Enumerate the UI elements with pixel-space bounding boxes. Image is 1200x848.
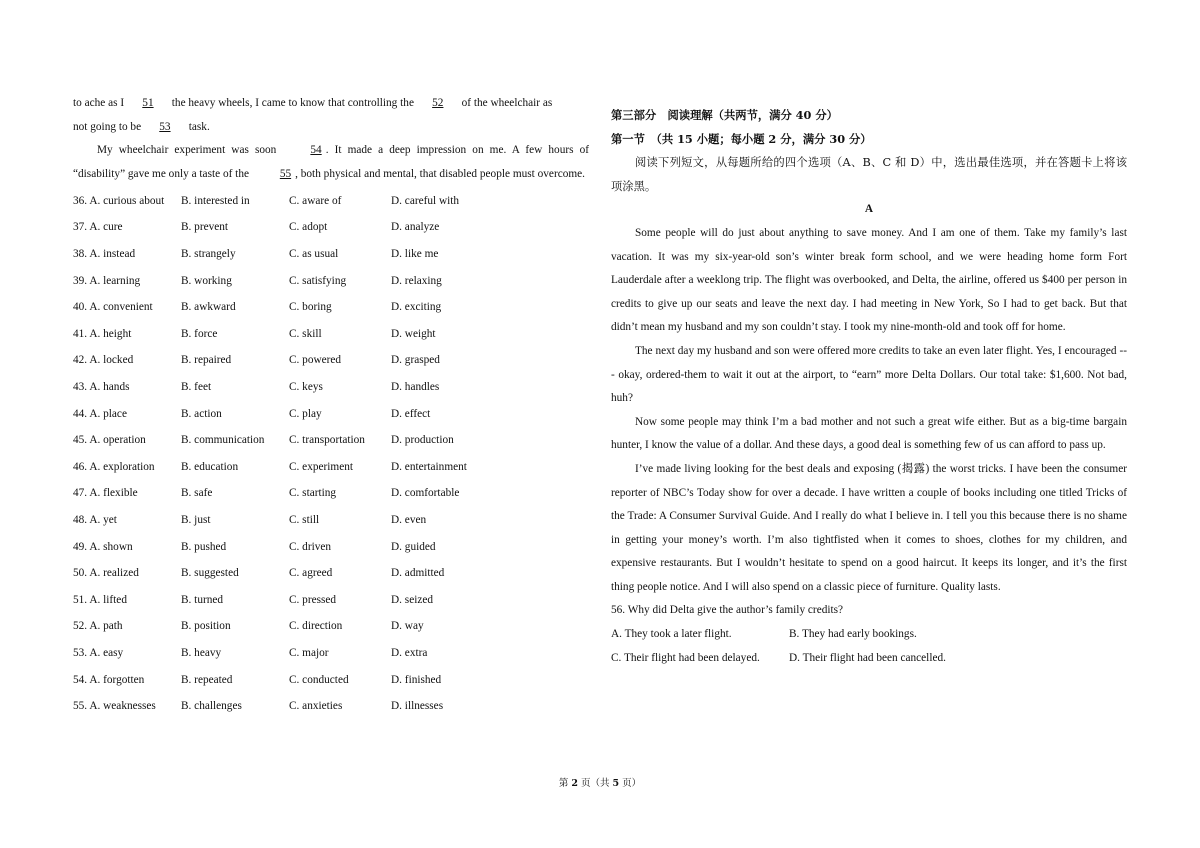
cloze-line: to ache as I 51 the heavy wheels, I came to know that controlling the 52 of the wheelchair as <box>73 92 589 116</box>
option-row <box>73 587 541 614</box>
option-c: C. starting <box>289 487 337 500</box>
option-a: 36. A. curious about <box>73 194 165 207</box>
option-c: C. experiment <box>289 460 353 473</box>
option-d: D. weight <box>391 327 436 340</box>
option-c: C. aware of <box>289 194 342 207</box>
option-c: C. as usual <box>289 248 339 261</box>
cloze-paragraph: My wheelchair experiment was soon 54 . It made a deep impression on me. A few hours of “disability” gave me only a taste of the 55 , both physical and mental, that disabled people must overcome. <box>73 139 589 186</box>
option-b: B. safe <box>181 487 213 500</box>
part-title: 第三部分 阅读理解（共两节，满分 40 分） <box>611 108 838 122</box>
cloze-options-table <box>73 188 541 720</box>
option-a: 37. A. cure <box>73 221 123 234</box>
option-c: C. powered <box>289 354 342 367</box>
option-row <box>73 454 541 481</box>
option-row <box>73 534 541 561</box>
option-d: D. illnesses <box>391 700 444 713</box>
option-a: 41. A. height <box>73 327 132 340</box>
choice-d: D. Their flight had been cancelled. <box>789 651 946 664</box>
option-b: B. force <box>181 327 218 340</box>
option-a: 55. A. weaknesses <box>73 700 156 713</box>
option-d: D. finished <box>391 673 442 686</box>
option-c: C. conducted <box>289 673 349 686</box>
option-row <box>73 321 541 348</box>
option-b: B. strangely <box>181 248 236 261</box>
option-a: 48. A. yet <box>73 514 117 526</box>
option-d: D. admitted <box>391 567 445 580</box>
passage-paragraph: I’ve made living looking for the best deals and exposing (揭露) the worst tricks. I have been the consumer reporter of NBC’s Today show for over a decade. I have written a couple of books including one titled Tricks of the Trade: A Consumer Survival Guide. And I really do what I believe in. I tell you this because there is no shame in getting your money’s worth. I’m also tightfisted when it comes to shoes, clothes for my children, and expensive restaurants. But I wouldn’t hesitate to spend on a good haircut. It keeps its longer, and it’s the first thing people notice. And I will also spend on a classic piece of furniture. Quality lasts. <box>611 462 1127 593</box>
page-total: 5 <box>612 778 620 789</box>
option-row <box>73 295 541 322</box>
option-c: C. adopt <box>289 221 328 234</box>
option-d: D. entertainment <box>391 460 467 473</box>
option-c: C. boring <box>289 301 332 314</box>
option-d: D. way <box>391 620 424 633</box>
option-row <box>73 640 541 667</box>
option-c: C. still <box>289 514 320 526</box>
option-c: C. play <box>289 407 322 420</box>
option-c: C. major <box>289 646 329 659</box>
passage-paragraph: The next day my husband and son were offered more credits to take an even later flight. Yes, I encouraged --- okay, ordered-them to wait it out at the airport, to “earn” more Delta Dollars. Our total take: $1,600. Not bad, huh? <box>611 344 1127 405</box>
option-a: 43. A. hands <box>73 381 130 394</box>
question-56: 56. Why did Delta give the author’s family credits? <box>611 604 844 617</box>
option-row <box>73 348 541 375</box>
option-c: C. pressed <box>289 593 337 606</box>
option-a: 39. A. learning <box>73 274 141 287</box>
section-title: 第一节 （共 15 小题；每小题 2 分，满分 30 分） <box>611 131 872 146</box>
passage-paragraph: Some people will do just about anything to save money. And I am one of them. Take my family’s last vacation. It was my six-year-old son’s winter break form school, and we were heading home form Fort Lauderdale after a weeklong trip. The flight was overbooked, and Delta, the airline, offered us $400 per person in credits to give up our seats and leave the next day. I had meeting in New York, So I had to get back. But that didn’t mean my husband and my son couldn’t stay. I took my nine-month-old and took off for home. <box>611 226 1127 334</box>
instruction: 阅读下列短文，从每题所给的四个选项（A、B、C 和 D）中，选出最佳选项，并在答题卡上将该项涂黑。 <box>611 156 1127 193</box>
option-d: D. careful with <box>391 194 460 207</box>
option-d: D. handles <box>391 381 440 394</box>
choice-c: C. Their flight had been delayed. <box>611 651 760 664</box>
option-b: B. feet <box>181 381 212 394</box>
option-c: C. direction <box>289 620 343 633</box>
option-d: D. like me <box>391 248 439 261</box>
option-row <box>73 375 541 402</box>
option-d: D. even <box>391 514 427 526</box>
option-d: D. effect <box>391 407 431 420</box>
option-b: B. turned <box>181 593 224 606</box>
option-d: D. comfortable <box>391 487 460 500</box>
cloze-line: not going to be 53 task. <box>73 116 589 140</box>
choice-a: A. They took a later flight. <box>611 628 732 641</box>
option-d: D. grasped <box>391 354 440 367</box>
question-choices <box>611 623 1127 647</box>
option-a: 49. A. shown <box>73 540 133 553</box>
option-d: D. relaxing <box>391 274 442 287</box>
option-c: C. transportation <box>289 434 365 447</box>
option-a: 51. A. lifted <box>73 593 127 606</box>
option-b: B. pushed <box>181 540 227 553</box>
option-a: 38. A. instead <box>73 248 136 261</box>
option-c: C. agreed <box>289 567 333 580</box>
option-row <box>73 268 541 295</box>
option-a: 50. A. realized <box>73 567 139 580</box>
page-number: 2 <box>571 778 578 789</box>
option-row <box>73 242 541 269</box>
option-b: B. working <box>181 274 232 287</box>
blank-52: 52 <box>432 97 444 109</box>
left-column <box>73 92 589 720</box>
option-c: C. skill <box>289 327 322 340</box>
option-row <box>73 508 541 535</box>
option-row <box>73 481 541 508</box>
option-b: B. challenges <box>181 700 242 713</box>
question-choices <box>611 647 1127 671</box>
option-b: B. awkward <box>181 301 236 314</box>
option-a: 52. A. path <box>73 620 123 633</box>
option-row <box>73 428 541 455</box>
option-a: 53. A. easy <box>73 646 124 659</box>
blank-53: 53 <box>159 120 171 133</box>
page-footer: 第 2 页（共 5 页） <box>558 778 642 789</box>
choice-b: B. They had early bookings. <box>789 628 917 641</box>
option-b: B. just <box>181 514 211 526</box>
option-a: 44. A. place <box>73 407 127 420</box>
option-b: B. action <box>181 407 222 420</box>
option-a: 42. A. locked <box>73 354 134 367</box>
option-c: C. driven <box>289 540 332 553</box>
option-a: 40. A. convenient <box>73 301 153 314</box>
option-row <box>73 215 541 242</box>
blank-55: 55 <box>279 167 292 180</box>
option-b: B. communication <box>181 434 265 447</box>
option-b: B. interested in <box>181 194 250 207</box>
option-d: D. guided <box>391 540 436 553</box>
option-row <box>73 694 541 721</box>
option-c: C. anxieties <box>289 700 343 713</box>
option-row <box>73 667 541 694</box>
option-b: B. prevent <box>181 221 229 234</box>
option-a: 47. A. flexible <box>73 487 138 500</box>
option-b: B. education <box>181 460 239 473</box>
option-d: D. analyze <box>391 221 440 234</box>
option-a: 54. A. forgotten <box>73 673 145 686</box>
option-row <box>73 401 541 428</box>
option-b: B. suggested <box>181 567 239 580</box>
option-d: D. production <box>391 434 454 447</box>
option-d: D. seized <box>391 593 434 606</box>
option-b: B. heavy <box>181 646 222 659</box>
option-row <box>73 561 541 588</box>
option-c: C. keys <box>289 381 323 394</box>
option-b: B. repaired <box>181 354 232 367</box>
option-d: D. exciting <box>391 301 442 314</box>
option-a: 45. A. operation <box>73 434 146 447</box>
option-b: B. repeated <box>181 673 233 686</box>
passage-label: A <box>864 203 874 216</box>
right-column <box>611 92 1127 670</box>
option-a: 46. A. exploration <box>73 460 155 473</box>
option-row <box>73 614 541 641</box>
option-row <box>73 188 541 215</box>
option-b: B. position <box>181 620 231 633</box>
option-c: C. satisfying <box>289 274 347 287</box>
blank-54: 54 <box>310 144 322 157</box>
blank-51: 51 <box>142 97 154 109</box>
option-d: D. extra <box>391 646 428 659</box>
passage-paragraph: Now some people may think I’m a bad mother and not such a great wife either. But as a big-time bargain hunter, I know the value of a dollar. And these days, a good deal is something few of us can afford to pass up. <box>611 415 1127 452</box>
